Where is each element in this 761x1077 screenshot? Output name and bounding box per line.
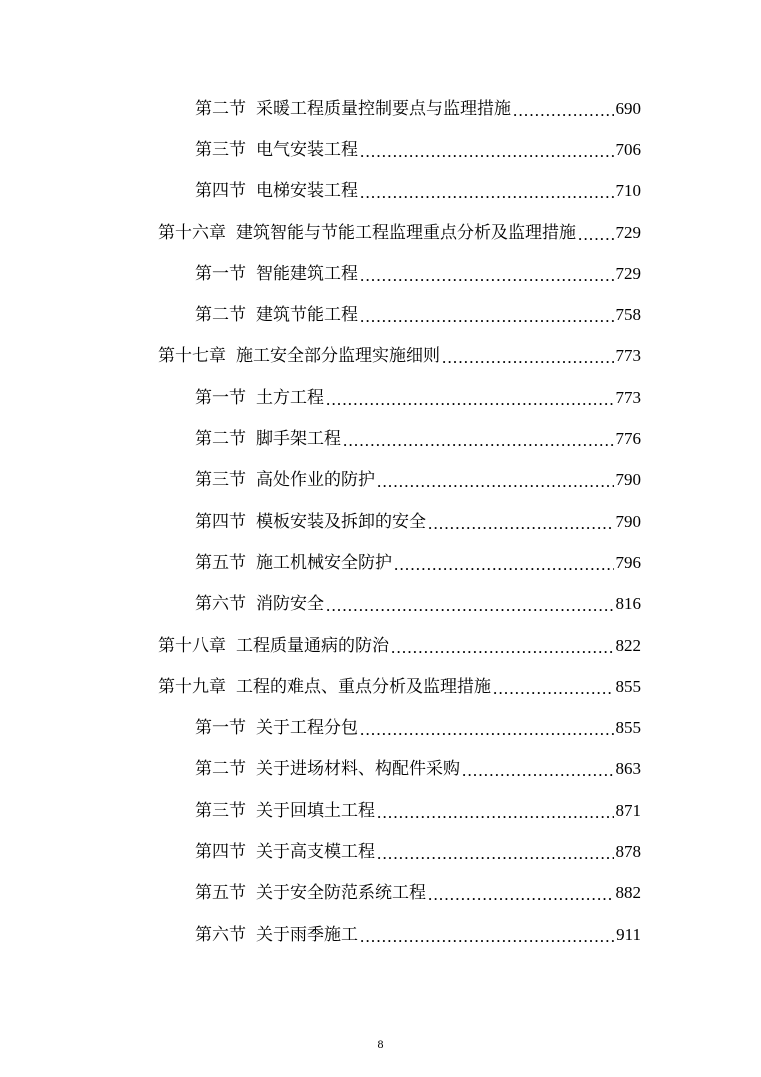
toc-entry-page: 690: [615, 98, 641, 118]
dot-leader: [428, 884, 614, 906]
toc-entry-page: 776: [615, 429, 641, 449]
toc-entry-page: 816: [615, 594, 641, 614]
toc-entry-number: 第四节: [195, 511, 246, 532]
toc-entry-number: 第一节: [195, 263, 246, 284]
dot-leader: [360, 141, 614, 163]
toc-entry-title: 建筑智能与节能工程监理重点分析及监理措施: [236, 222, 576, 243]
dot-leader: [360, 719, 614, 741]
toc-entry-number: 第四节: [195, 181, 246, 202]
toc-chapter-entry[interactable]: [0, 336, 641, 377]
toc-entry-page: 729: [615, 222, 641, 242]
dot-leader: [462, 760, 614, 782]
dot-leader: [391, 637, 614, 659]
toc-entry-page: 796: [615, 552, 641, 572]
toc-entry-number: 第三节: [195, 139, 246, 160]
toc-entry-title: 施工机械安全防护: [256, 552, 392, 573]
toc-entry-number: 第三节: [195, 800, 246, 821]
dot-leader: [360, 306, 614, 328]
toc-chapter-entry[interactable]: [0, 625, 641, 666]
toc-entry-number: 第五节: [195, 552, 246, 573]
toc-entry-title: 工程质量通病的防治: [236, 635, 389, 656]
toc-entry-title: 关于高支模工程: [256, 841, 375, 862]
toc-entry-number: 第六节: [195, 594, 246, 615]
toc-section-entry[interactable]: [0, 914, 641, 955]
toc-section-entry[interactable]: [0, 584, 641, 625]
toc-section-entry[interactable]: [0, 831, 641, 872]
dot-leader: [394, 554, 614, 576]
dot-leader: [442, 347, 614, 369]
page-number: 8: [377, 1037, 384, 1051]
toc-entry-page: 706: [615, 139, 641, 159]
toc-entry-title: 关于工程分包: [256, 718, 358, 739]
toc-entry-page: 855: [615, 718, 641, 738]
toc-entry-title: 施工安全部分监理实施细则: [236, 346, 440, 367]
dot-leader: [326, 595, 614, 617]
toc-section-entry[interactable]: [0, 501, 641, 542]
toc-chapter-entry[interactable]: [0, 212, 641, 253]
toc-section-entry[interactable]: [0, 253, 641, 294]
toc-entry-number: 第十七章: [158, 346, 226, 367]
toc-section-entry[interactable]: [0, 749, 641, 790]
toc-entry-page: 822: [615, 635, 641, 655]
toc-entry-title: 工程的难点、重点分析及监理措施: [236, 676, 491, 697]
toc-section-entry[interactable]: [0, 460, 641, 501]
toc-entry-number: 第二节: [195, 429, 246, 450]
toc-section-entry[interactable]: [0, 171, 641, 212]
toc-entry-title: 高处作业的防护: [256, 470, 375, 491]
toc-entry-title: 模板安装及拆卸的安全: [256, 511, 426, 532]
dot-leader: [428, 513, 614, 535]
toc-entry-title: 电梯安装工程: [256, 181, 358, 202]
dot-leader: [493, 678, 614, 700]
toc-section-entry[interactable]: [0, 542, 641, 583]
toc-entry-number: 第十六章: [158, 222, 226, 243]
toc-entry-page: 882: [615, 883, 641, 903]
table-of-contents: [0, 88, 761, 955]
toc-entry-title: 电气安装工程: [256, 139, 358, 160]
toc-entry-page: 758: [615, 305, 641, 325]
toc-section-entry[interactable]: [0, 707, 641, 748]
toc-entry-title: 采暖工程质量控制要点与监理措施: [256, 98, 511, 119]
toc-entry-number: 第十八章: [158, 635, 226, 656]
toc-entry-number: 第三节: [195, 470, 246, 491]
dot-leader: [360, 182, 614, 204]
toc-entry-page: 729: [615, 263, 641, 283]
dot-leader: [377, 843, 614, 865]
toc-entry-page: 878: [615, 841, 641, 861]
toc-entry-page: 863: [615, 759, 641, 779]
toc-entry-number: 第二节: [195, 759, 246, 780]
toc-entry-title: 关于进场材料、构配件采购: [256, 759, 460, 780]
toc-entry-page: 911: [616, 924, 641, 944]
dot-leader: [513, 100, 614, 122]
toc-entry-page: 773: [615, 387, 641, 407]
dot-leader: [360, 926, 614, 948]
toc-entry-title: 土方工程: [256, 387, 324, 408]
toc-entry-title: 关于回填土工程: [256, 800, 375, 821]
toc-entry-number: 第一节: [195, 718, 246, 739]
toc-section-entry[interactable]: [0, 88, 641, 129]
dot-leader: [360, 265, 614, 287]
toc-section-entry[interactable]: [0, 377, 641, 418]
toc-entry-page: 790: [615, 470, 641, 490]
toc-entry-title: 关于雨季施工: [256, 924, 358, 945]
toc-entry-number: 第二节: [195, 305, 246, 326]
dot-leader: [326, 389, 614, 411]
toc-entry-page: 710: [615, 181, 641, 201]
toc-entry-number: 第五节: [195, 883, 246, 904]
toc-entry-page: 855: [615, 676, 641, 696]
dot-leader: [578, 224, 614, 246]
toc-section-entry[interactable]: [0, 129, 641, 170]
dot-leader: [377, 471, 614, 493]
toc-entry-page: 773: [615, 346, 641, 366]
toc-section-entry[interactable]: [0, 418, 641, 459]
toc-entry-number: 第十九章: [158, 676, 226, 697]
toc-entry-title: 消防安全: [256, 594, 324, 615]
toc-entry-number: 第四节: [195, 841, 246, 862]
toc-entry-title: 智能建筑工程: [256, 263, 358, 284]
toc-section-entry[interactable]: [0, 790, 641, 831]
toc-entry-number: 第一节: [195, 387, 246, 408]
dot-leader: [343, 430, 614, 452]
toc-entry-number: 第二节: [195, 98, 246, 119]
dot-leader: [377, 802, 614, 824]
toc-entry-title: 建筑节能工程: [256, 305, 358, 326]
toc-section-entry[interactable]: [0, 294, 641, 335]
toc-chapter-entry[interactable]: [0, 666, 641, 707]
toc-section-entry[interactable]: [0, 873, 641, 914]
toc-entry-page: 871: [615, 800, 641, 820]
toc-entry-page: 790: [615, 511, 641, 531]
toc-entry-title: 脚手架工程: [256, 429, 341, 450]
toc-entry-number: 第六节: [195, 924, 246, 945]
toc-entry-title: 关于安全防范系统工程: [256, 883, 426, 904]
